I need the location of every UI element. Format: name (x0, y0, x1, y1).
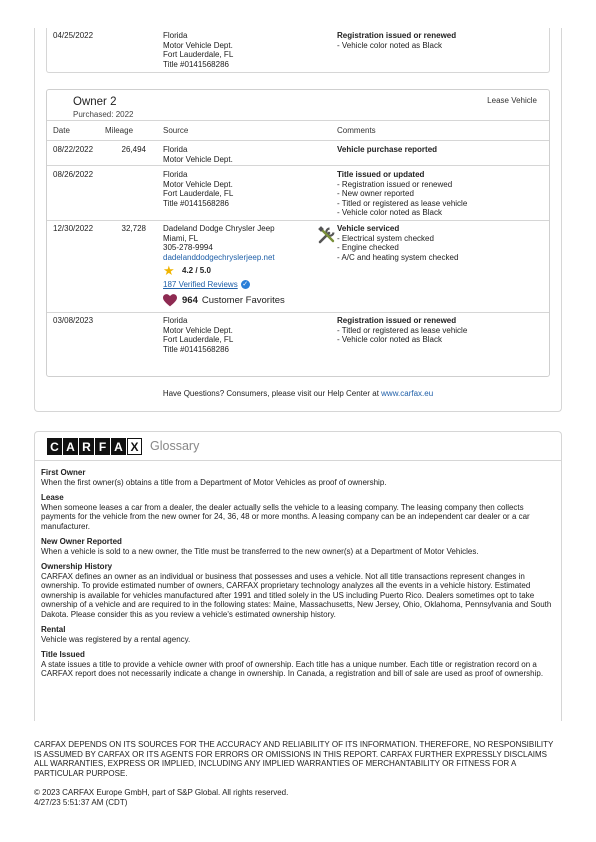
customer-favorites (163, 294, 285, 307)
row-source: Florida Motor Vehicle Dept. Fort Lauderdale, FL Title #0141568286 (163, 316, 234, 354)
header-source: Source (163, 126, 189, 135)
owner-type: Lease Vehicle (487, 96, 537, 105)
row-source: Florida Motor Vehicle Dept. (163, 145, 233, 164)
legal-disclaimer: CARFAX DEPENDS ON ITS SOURCES FOR THE ACCURACY AND RELIABILITY OF ITS INFORMATION. THEREFORE, NO RESPONSIBILITY IS ASSUMED BY CARFAX OR ITS AGENTS FOR ERRORS OR OMISSIONS IN THIS REPORT. CARFAX FURTHER EXPRESSLY DISCLAIMS ALL WARRANTIES, EXPRESS OR IMPLIED, INCLUDING ANY IMPLIED WARRANTIES OF MERCHANTABILITY OR FITNESS FOR A PARTICULAR PURPOSE. (34, 740, 554, 778)
glossary-list (41, 468, 555, 685)
copyright-text: © 2023 CARFAX Europe GmbH, part of S&P Global. All rights reserved. (34, 788, 289, 797)
divider (47, 120, 549, 121)
glossary-term: Lease (41, 493, 64, 502)
record-comments: Registration issued or renewed - Vehicle color noted as Black (337, 31, 457, 50)
row-source: Florida Motor Vehicle Dept. Fort Lauderdale, FL Title #0141568286 (163, 170, 234, 208)
glossary-header (35, 432, 561, 461)
header-mileage: Mileage (105, 126, 134, 135)
rating-value: 4.2 / 5.0 (182, 265, 211, 275)
glossary-title: Glossary (150, 439, 200, 453)
row-date: 08/22/2022 (53, 145, 94, 154)
owner-purchased: Purchased: 2022 (73, 110, 134, 119)
divider (47, 165, 549, 166)
help-center-note (34, 389, 562, 399)
glossary-definition: Vehicle was registered by a rental agency. (41, 634, 191, 644)
dealer-reviews (163, 280, 250, 290)
glossary-definition: CARFAX defines an owner as an individual or business that possesses and uses a vehicle. Not all title transactions represent changes in ownership. To provide estimated number of owners, CARFAX proprietary technology analyzes all the events in a vehicle history. Estimated ownership is available for vehicles manufactured after 1991 and titled solely in the US including Puerto Rico. Dealers sometimes opt to take ownership of a vehicle and are required to in the following states: Maine, Massachusetts, New Jersey, Ohio, Oklahoma, Pennsylvania and South Dakota. Please consider this as you review a vehicle's estimated ownership history. (41, 571, 552, 619)
glossary-definition: When the first owner(s) obtains a title from a Department of Motor Vehicles as proof of ownership. (41, 477, 387, 487)
divider (47, 140, 549, 141)
row-comments: Vehicle purchase reported (337, 145, 438, 154)
row-source: Dadeland Dodge Chrysler Jeep Miami, FL 305-278-9994 dadelanddodgechryslerjeep.net (163, 224, 275, 262)
glossary-card (34, 431, 562, 721)
help-center-link[interactable]: www.carfax.eu (381, 389, 434, 398)
glossary-term: Rental (41, 625, 66, 634)
row-date: 08/26/2022 (53, 170, 94, 179)
header-date: Date (53, 126, 70, 135)
row-comments: Registration issued or renewed - Titled or registered as lease vehicle - Vehicle color noted as Black (337, 316, 468, 344)
favorites-count: 964 (182, 294, 198, 306)
dealer-rating (163, 264, 211, 277)
heart-icon (163, 294, 177, 307)
copyright-block (34, 788, 288, 807)
dealer-website-link[interactable]: dadelanddodgechryslerjeep.net (163, 252, 275, 262)
previous-owner-table-tail (46, 28, 550, 73)
row-comments: Title issued or updated - Registration issued or renewed - New owner reported - Titled or registered as lease vehicle - Vehicle color noted as Black (337, 170, 468, 217)
glossary-term: First Owner (41, 468, 86, 477)
row-date: 12/30/2022 (53, 224, 94, 233)
row-comments: Vehicle serviced - Electrical system checked - Engine checked - A/C and heating system checked (337, 224, 459, 262)
record-source: Florida Motor Vehicle Dept. Fort Lauderdale, FL Title #0141568286 (163, 31, 234, 69)
help-text: Have Questions? Consumers, please visit our Help Center at (162, 389, 382, 398)
row-mileage: 26,494 (121, 145, 146, 154)
favorites-label: Customer Favorites (201, 294, 285, 306)
record-date: 04/25/2022 (53, 31, 94, 40)
owner-section (46, 89, 550, 377)
owner-title: Owner 2 (73, 96, 117, 108)
report-timestamp: 4/27/23 5:51:37 AM (CDT) (34, 797, 128, 807)
verified-reviews-link[interactable]: 187 Verified Reviews (163, 280, 238, 289)
glossary-term: Ownership History (41, 562, 113, 571)
glossary-definition: When someone leases a car from a dealer, the dealer actually sells the vehicle to a leasing company. The leasing company then collects payments for the vehicle from the new owner for 24, 36, 48 or more months. A leasing company can be an independent car dealer or a car manufacturer. (41, 502, 530, 531)
glossary-term: Title Issued (41, 650, 85, 659)
divider (47, 312, 549, 313)
service-tools-icon (317, 225, 337, 245)
divider (47, 220, 549, 221)
row-date: 03/08/2023 (53, 316, 94, 325)
glossary-term: New Owner Reported (41, 537, 122, 546)
star-icon: ★ (163, 263, 175, 278)
carfax-logo: C A R F A X (47, 438, 143, 455)
row-mileage: 32,728 (121, 224, 146, 233)
verified-check-icon: ✓ (242, 281, 249, 289)
glossary-definition: A state issues a title to provide a vehicle owner with proof of ownership. Each title has a unique number. Each title or registration record on a CARFAX report does not necessarily indicate a change in ownership. In Canada, a registration and bill of sale are used as proof of ownership. (41, 659, 544, 678)
glossary-definition: When a vehicle is sold to a new owner, the Title must be transferred to the new owner(s) at a Department of Motor Vehicles. (41, 546, 479, 556)
header-comments: Comments (337, 126, 376, 135)
